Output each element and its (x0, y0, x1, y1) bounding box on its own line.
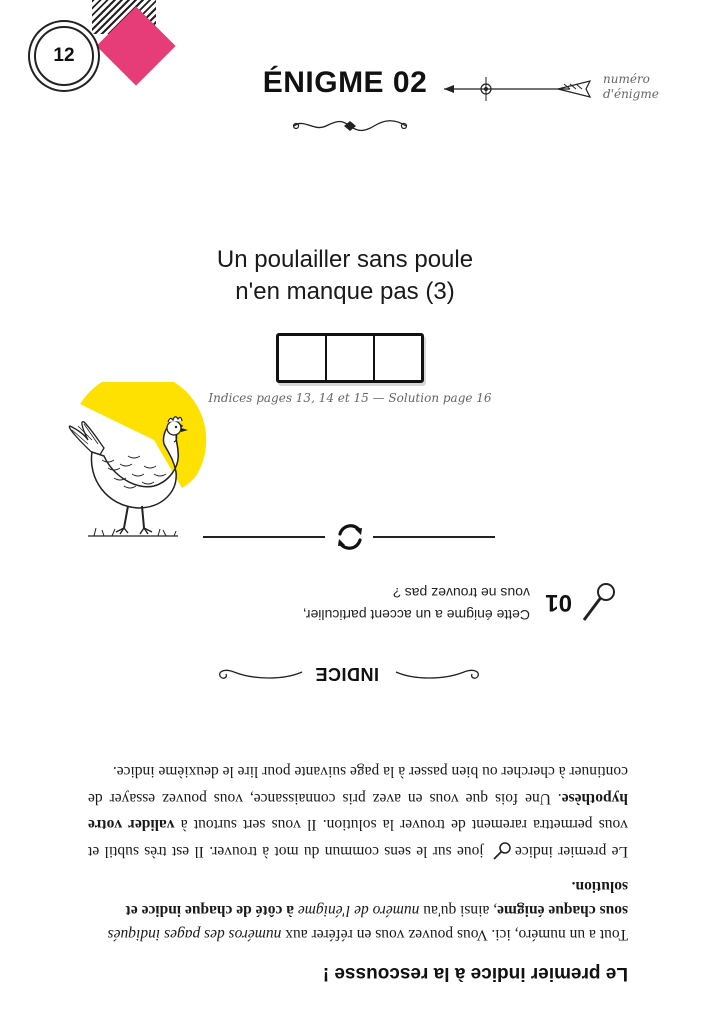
answer-boxes (276, 333, 424, 383)
divider-line-left (203, 536, 325, 538)
page-number: 12 (53, 45, 75, 66)
rotate-divider (203, 520, 495, 554)
indice-label: INDICE (315, 664, 380, 684)
help-p2-c: valider votre hypothèse (88, 790, 628, 834)
riddle-line-2: n'en manque pas (3) (235, 278, 455, 305)
answer-letter-box (279, 336, 327, 380)
upside-down-hint-section (0, 560, 722, 1024)
help-p1-e: numéro de l'énigme (297, 902, 420, 919)
answer-letter-box (375, 336, 421, 380)
page-number-badge (30, 0, 150, 100)
numero-label (603, 72, 673, 102)
numero-label-line2: d'énigme (603, 87, 659, 101)
help-p1-c: sous chaque énigme (497, 902, 628, 919)
help-heading: Le premier indice à la rescousse ! (322, 963, 628, 984)
help-paragraph-1 (88, 874, 628, 946)
magnifier-icon (578, 580, 618, 624)
numero-label-line1: numéro (603, 72, 650, 86)
help-paragraph-2 (88, 758, 628, 864)
indice-header (216, 658, 484, 688)
flourish-ornament-icon (290, 118, 410, 134)
answer-letter-box (327, 336, 375, 380)
riddle-text (170, 244, 520, 308)
indice-text: Cette énigme a un accent particulier, vous ne trouvez pas ? (302, 585, 530, 623)
help-p2-b: joue sur le sens commun du mot à trouver. Il est très subtil et vous permettra rarement de trouver la solution. Il vous sert surtout à (88, 816, 628, 860)
arrow-pointer-icon (440, 74, 596, 104)
divider-line-right (373, 536, 495, 538)
help-p2-a: Le premier indice (514, 843, 628, 860)
rotate-arrows-icon (334, 520, 366, 554)
hints-reference: Indices pages 13, 14 et 15 — Solution page 16 (208, 391, 492, 405)
help-p1-f: à côté de chaque indice et solution. (125, 878, 628, 919)
page-number-circle (34, 26, 94, 86)
magnifier-icon (492, 841, 512, 861)
riddle-line-1: Un poulailler sans poule (216, 246, 474, 273)
swirl-ornament-icon (394, 660, 484, 684)
help-p1-d: , ainsi qu'au (419, 902, 498, 919)
hen-illustration-icon (58, 382, 208, 552)
help-p1-b: numéros des pages indiqués (107, 926, 282, 943)
help-p2-d: . Une fois que vous en avez pris connaissance, vous pouvez essayer de continuer à chercher ou bien passer à la page suivante pour lire le deuxième indice. (88, 763, 628, 807)
swirl-ornament-icon (214, 660, 304, 684)
help-p1-a: Tout a un numéro, ici. Vous pouvez vous en référer aux (281, 926, 628, 943)
indice-number: 01 (545, 589, 572, 616)
enigme-title: ÉNIGME 02 (262, 66, 428, 99)
